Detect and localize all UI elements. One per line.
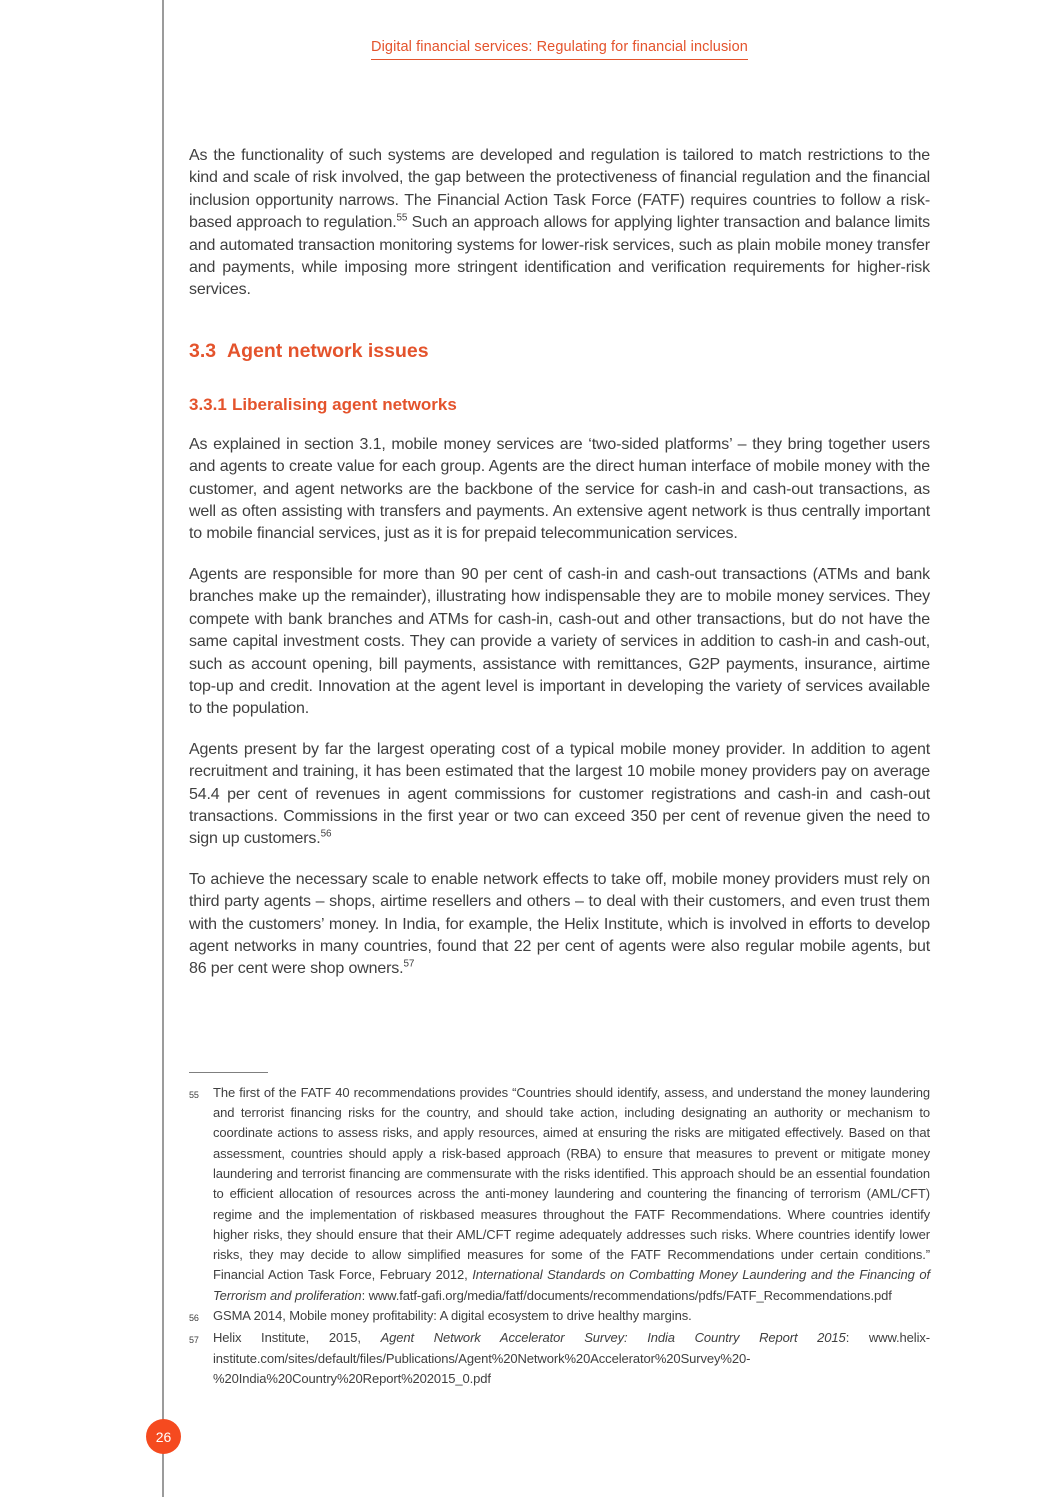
body-paragraph: As the functionality of such systems are developed and regulation is tailored to match restrictions to the kind and scale of risk involved, the gap between the protectiveness of financial regulation and the financial inclusion opportunity narrows. The Financial Action Task Force (FATF) requires countries to follow a risk-based approach to regulation.$^{55}$ Such an approach allows for applying lighter transaction and balance limits and automated transaction monitoring systems for lower-risk services, such as plain mobile money transfer and payments, while imposing more stringent identification and verification requirements for higher-risk services.	[189, 147, 930, 299]
footnote-number: 56	[189, 1313, 199, 1324]
running-header-title: Digital financial services: Regulating for financial inclusion	[371, 39, 748, 60]
subsection-heading	[189, 394, 930, 416]
subsection-title: Liberalising agent networks	[232, 394, 457, 414]
body-paragraph: To achieve the necessary scale to enable network effects to take off, mobile money providers must rely on third party agents – shops, airtime resellers and others – to deal with their customers, and even trust them with the customers’ money. In India, for example, the Helix Institute, which is involved in efforts to develop agent networks in many countries, found that 22 per cent of agents were also regular mobile agents, but 86 per cent were shop owners.$^{57}$	[189, 870, 930, 978]
footnote-number: 57	[189, 1335, 199, 1346]
footnote-text: The first of the FATF 40 recommendations provides “Countries should identify, assess, and understand the money laundering and terrorist financing risks for the country, and should take action, including designating an authority or mechanism to coordinate actions to assess risks, and apply resources, aimed at ensuring the risks are mitigated effectively. Based on that assessment, countries should apply a risk-based approach (RBA) to ensure that measures to prevent or mitigate money laundering and terrorist financing are commensurate with the risks identified. This approach should be an essential foundation to efficient allocation of resources across the anti-money laundering and countering the financing of terrorism (AML/CFT) regime and the implementation of riskbased measures throughout the FATF Recommendations. Where countries identify higher risks, they should ensure that their AML/CFT regime adequately addresses such risks. Where countries identify lower risks, they may decide to allow simplified measures for some of the FATF Recommendations under certain conditions.” Financial Action Task Force, February 2012, International Standards on Combatting Money Laundering and the Financing of Terrorism and proliferation: www.fatf-gafi.org/media/fatf/documents/recommendations/pdfs/FATF_Recommendations.pdf	[213, 1084, 930, 1303]
footnote-separator	[189, 1072, 268, 1073]
section-title: Agent network issues	[227, 339, 429, 362]
footnote	[189, 1306, 930, 1328]
page-content	[189, 0, 930, 1389]
body-paragraph: Agents are responsible for more than 90 per cent of cash-in and cash-out transactions (ATMs and bank branches make up the remainder), illustrating how indispensable they are to mobile money services. They compete with bank branches and ATMs for cash-in, cash-out and other transactions, but do not have the same capital investment costs. They can provide a variety of services in addition to cash-in and cash-out, such as account opening, bill payments, assistance with remittances, G2P payments, insurance, airtime top-up and credit. Innovation at the agent level is important in developing the variety of services available to the population.	[189, 565, 930, 718]
footnote-text: GSMA 2014, Mobile money profitability: A digital ecosystem to drive healthy margins.	[213, 1308, 692, 1324]
body-paragraph: Agents present by far the largest operating cost of a typical mobile money provider. In addition to agent recruitment and training, it has been estimated that the largest 10 mobile money providers pay on average 54.4 per cent of revenues in agent commissions for customer registrations and cash-in and cash-out transactions. Commissions in the first year or two can exceed 350 per cent of revenue given the need to sign up customers.$^{56}$	[189, 740, 930, 848]
page-margin-rule	[162, 0, 164, 1497]
running-header	[189, 0, 930, 60]
page-number: 26	[155, 1428, 172, 1445]
subsection-number: 3.3.1	[189, 394, 227, 414]
section-heading	[189, 339, 930, 363]
footnote-number: 55	[189, 1089, 199, 1100]
footnotes-section	[189, 1072, 930, 1389]
section-number: 3.3	[189, 339, 217, 362]
footnote-text: Helix Institute, 2015, Agent Network Accelerator Survey: India Country Report 2015: www.helix-institute.com/sites/default/files/Publications/Agent%20Network%20Accelerator%20Survey%20-%20India%20Country%20Report%202015_0.pdf	[213, 1330, 930, 1386]
body-paragraph: As explained in section 3.1, mobile money services are ‘two-sided platforms’ – they bring together users and agents to create value for each group. Agents are the direct human interface of mobile money with the customer, and agent networks are the backbone of the service for cash-in and cash-out transactions, as well as often assisting with transfers and payments. An extensive agent network is thus centrally important to mobile financial services, just as it is for prepaid telecommunication services.	[189, 435, 930, 543]
footnote	[189, 1328, 930, 1389]
page-number-badge	[146, 1419, 181, 1454]
footnote	[189, 1083, 930, 1306]
